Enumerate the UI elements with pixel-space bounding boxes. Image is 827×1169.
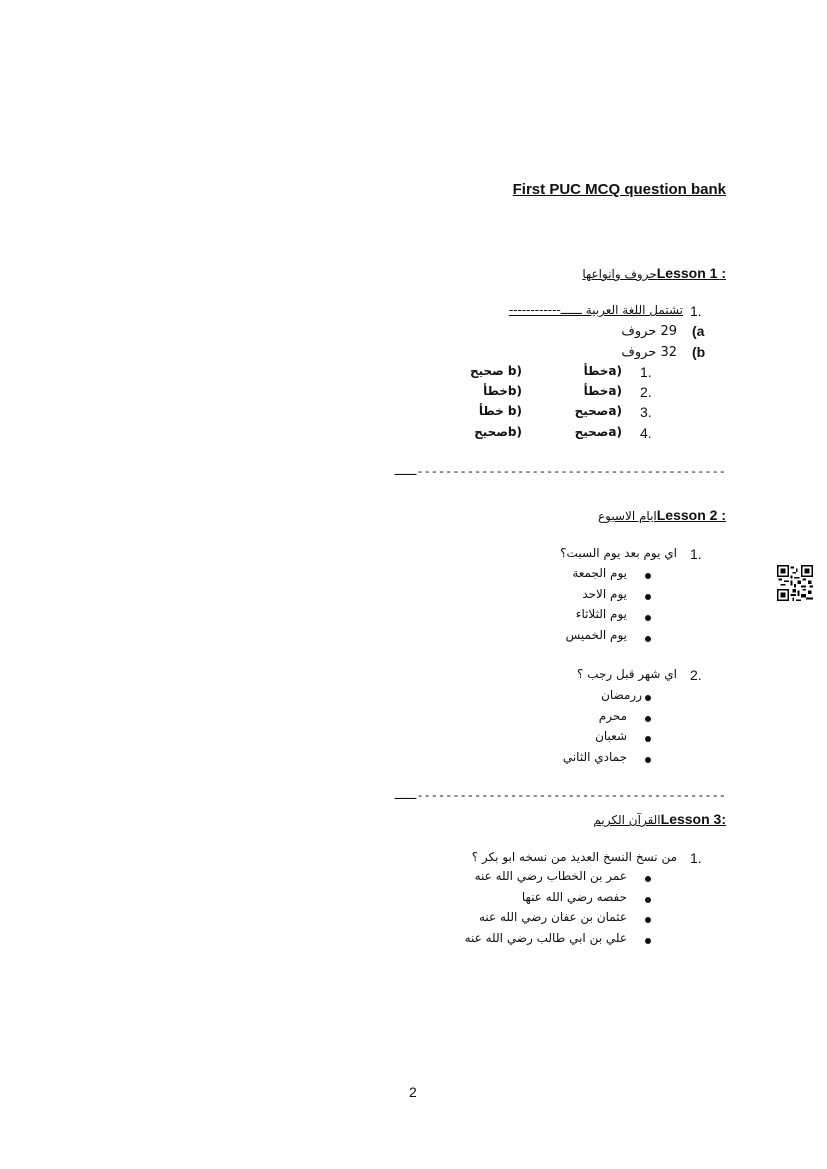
lesson3-q1-option: عثمان بن عفان رضي الله عنه — [478, 910, 627, 924]
tf-row-3-b: (b خطأ — [478, 404, 522, 418]
bullet-icon — [645, 736, 651, 742]
tf-row-1-a: (aخطأ — [583, 364, 622, 378]
lesson2-q1-option: يوم الثلاثاء — [575, 607, 627, 621]
lesson2-q2-number: 2. — [690, 667, 702, 683]
lesson2-q1-option: يوم الجمعة — [572, 566, 627, 580]
lesson1-opt-b-text: 32 حروف — [621, 345, 677, 360]
tf-row-1-b: (b صحيح — [469, 364, 522, 378]
lesson3-q1-option: علي بن ابي طالب رضي الله عنه — [464, 931, 627, 945]
lesson2-heading — [598, 505, 726, 524]
lesson2-q2-option: شعبان — [595, 729, 627, 743]
bullet-icon — [645, 716, 651, 722]
lesson2-q1-option: يوم الاحد — [582, 587, 627, 601]
lesson3-q1-option: حفصه رضي الله عنها — [521, 890, 627, 904]
lesson1-heading-en: Lesson 1 : — [656, 265, 726, 281]
lesson2-heading-en: Lesson 2 : — [656, 507, 726, 523]
lesson3-q1-text: من نسخ النسخ العديد من نسخه ابو بكر ؟ — [471, 850, 677, 864]
page-title: First PUC MCQ question bank — [512, 181, 726, 198]
lesson3-heading-en: Lesson 3: — [660, 811, 726, 827]
bullet-icon — [645, 757, 651, 763]
tf-row-4-number: 4. — [640, 425, 652, 441]
tf-row-2-a: (aخطأ — [583, 384, 622, 398]
bullet-icon — [645, 695, 651, 701]
lesson2-q2-option: ررمضان — [601, 688, 642, 702]
section-divider-1: ـــ------------------------------------------- — [394, 465, 726, 479]
tf-row-4-a: (aصحيح — [574, 425, 622, 439]
lesson2-q2-option: محرم — [598, 709, 627, 723]
lesson3-heading-ar: القرآن الكريم — [593, 813, 661, 827]
tf-row-3-a: (aصحيح — [574, 404, 622, 418]
lesson2-heading-ar: ايام الاسبوع — [597, 509, 657, 523]
section-divider-2: ـــ------------------------------------------- — [394, 789, 726, 803]
lesson2-q2-option: جمادي الثاني — [562, 750, 627, 764]
lesson3-heading — [593, 809, 726, 828]
bullet-icon — [645, 573, 651, 579]
bullet-icon — [645, 876, 651, 882]
lesson1-heading-ar: حروف وانواعها — [582, 267, 657, 281]
lesson1-q1-number: 1. — [690, 303, 702, 319]
tf-row-2-b: (bخطأ — [483, 384, 522, 398]
page-number: 2 — [409, 1084, 417, 1100]
bullet-icon — [645, 938, 651, 944]
lesson2-q2-text: اي شهر قبل رجب ؟ — [576, 667, 677, 681]
lesson1-q1-text: تشتمل اللغة العربية ــــــ------------ — [508, 303, 683, 317]
bullet-icon — [645, 636, 651, 642]
lesson1-heading — [582, 263, 726, 282]
qr-code-icon — [777, 565, 813, 605]
lesson2-q1-option: يوم الخميس — [565, 628, 627, 642]
bullet-icon — [645, 615, 651, 621]
lesson1-opt-a-label: a) — [692, 323, 705, 339]
lesson1-opt-a-text: 29 حروف — [621, 324, 677, 339]
lesson3-q1-number: 1. — [690, 850, 702, 866]
lesson1-opt-b-label: b) — [692, 344, 706, 360]
tf-row-1-number: 1. — [640, 364, 652, 380]
bullet-icon — [645, 917, 651, 923]
lesson2-q1-text: اي يوم بعد يوم السبت؟ — [560, 546, 677, 560]
tf-row-4-b: (bصحيح — [474, 425, 522, 439]
bullet-icon — [645, 897, 651, 903]
tf-row-3-number: 3. — [640, 404, 652, 420]
lesson3-q1-option: عمر بن الخطاب رضي الله عنه — [474, 869, 627, 883]
tf-row-2-number: 2. — [640, 384, 652, 400]
lesson2-q1-number: 1. — [690, 546, 702, 562]
bullet-icon — [645, 594, 651, 600]
